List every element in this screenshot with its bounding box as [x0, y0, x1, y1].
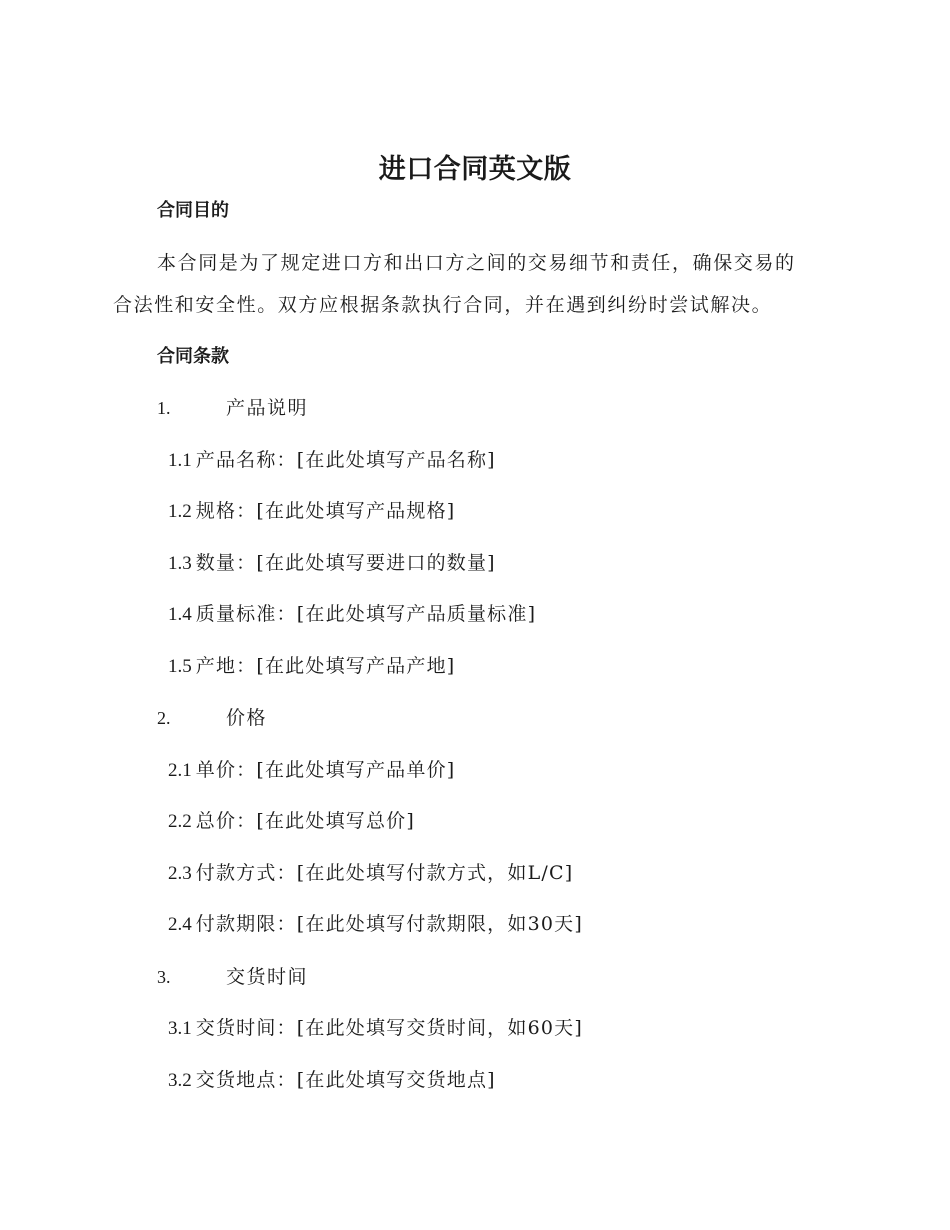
clause-item-text: 规格：[在此处填写产品规格] — [195, 500, 456, 522]
clause-number: 3. — [157, 967, 171, 987]
terms-heading: 合同条款 — [157, 346, 229, 367]
clause-item — [168, 447, 496, 474]
clause-number: 2. — [157, 708, 171, 728]
clause-title: 价格 — [226, 707, 268, 729]
clause-item — [168, 653, 455, 680]
clause-item-text: 付款方式：[在此处填写付款方式，如L/C] — [195, 862, 574, 884]
clause-item-text: 单价：[在此处填写产品单价] — [195, 759, 456, 781]
clause-item-text: 付款期限：[在此处填写付款期限，如30天] — [195, 913, 583, 935]
clause-item-number: 2.3 — [168, 863, 192, 884]
clause-item — [168, 1015, 583, 1042]
clause-item-number: 3.2 — [168, 1070, 192, 1091]
clause-item-number: 3.1 — [168, 1018, 192, 1039]
clause-item — [168, 1067, 496, 1094]
clause-item-number: 2.2 — [168, 811, 192, 832]
clause-item-number: 2.4 — [168, 914, 192, 935]
clause-item-number: 1.5 — [168, 656, 192, 677]
clause-item-text: 交货地点：[在此处填写交货地点] — [195, 1069, 496, 1091]
purpose-paragraph-line-1: 本合同是为了规定进口方和出口方之间的交易细节和责任，确保交易的 — [157, 252, 796, 274]
clause-item-number: 2.1 — [168, 760, 192, 781]
clause-item — [168, 498, 455, 525]
clause-item-text: 数量：[在此处填写要进口的数量] — [195, 552, 496, 574]
clause-title: 交货时间 — [226, 966, 309, 988]
clause-item-text: 产品名称：[在此处填写产品名称] — [195, 449, 496, 471]
clause-item — [168, 911, 583, 938]
clause-item — [168, 757, 455, 784]
purpose-paragraph-line-2: 合法性和安全性。双方应根据条款执行合同，并在遇到纠纷时尝试解决。 — [113, 294, 773, 316]
clause-item-text: 质量标准：[在此处填写产品质量标准] — [195, 603, 537, 625]
clause-item — [168, 601, 536, 628]
clause-item — [168, 550, 496, 577]
clause-number: 1. — [157, 398, 171, 418]
purpose-heading: 合同目的 — [157, 200, 229, 221]
clause-item-number: 1.2 — [168, 501, 192, 522]
clause-item — [168, 860, 573, 887]
clause-item-text: 总价：[在此处填写总价] — [195, 810, 415, 832]
clause-item-number: 1.1 — [168, 450, 192, 471]
clause-item-text: 交货时间：[在此处填写交货时间，如60天] — [195, 1017, 583, 1039]
clause-item — [168, 808, 415, 835]
clause-item-number: 1.4 — [168, 604, 192, 625]
clause-item-number: 1.3 — [168, 553, 192, 574]
clause-item-text: 产地：[在此处填写产品产地] — [195, 655, 456, 677]
document-title: 进口合同英文版 — [378, 154, 572, 185]
clause-title: 产品说明 — [226, 397, 309, 419]
